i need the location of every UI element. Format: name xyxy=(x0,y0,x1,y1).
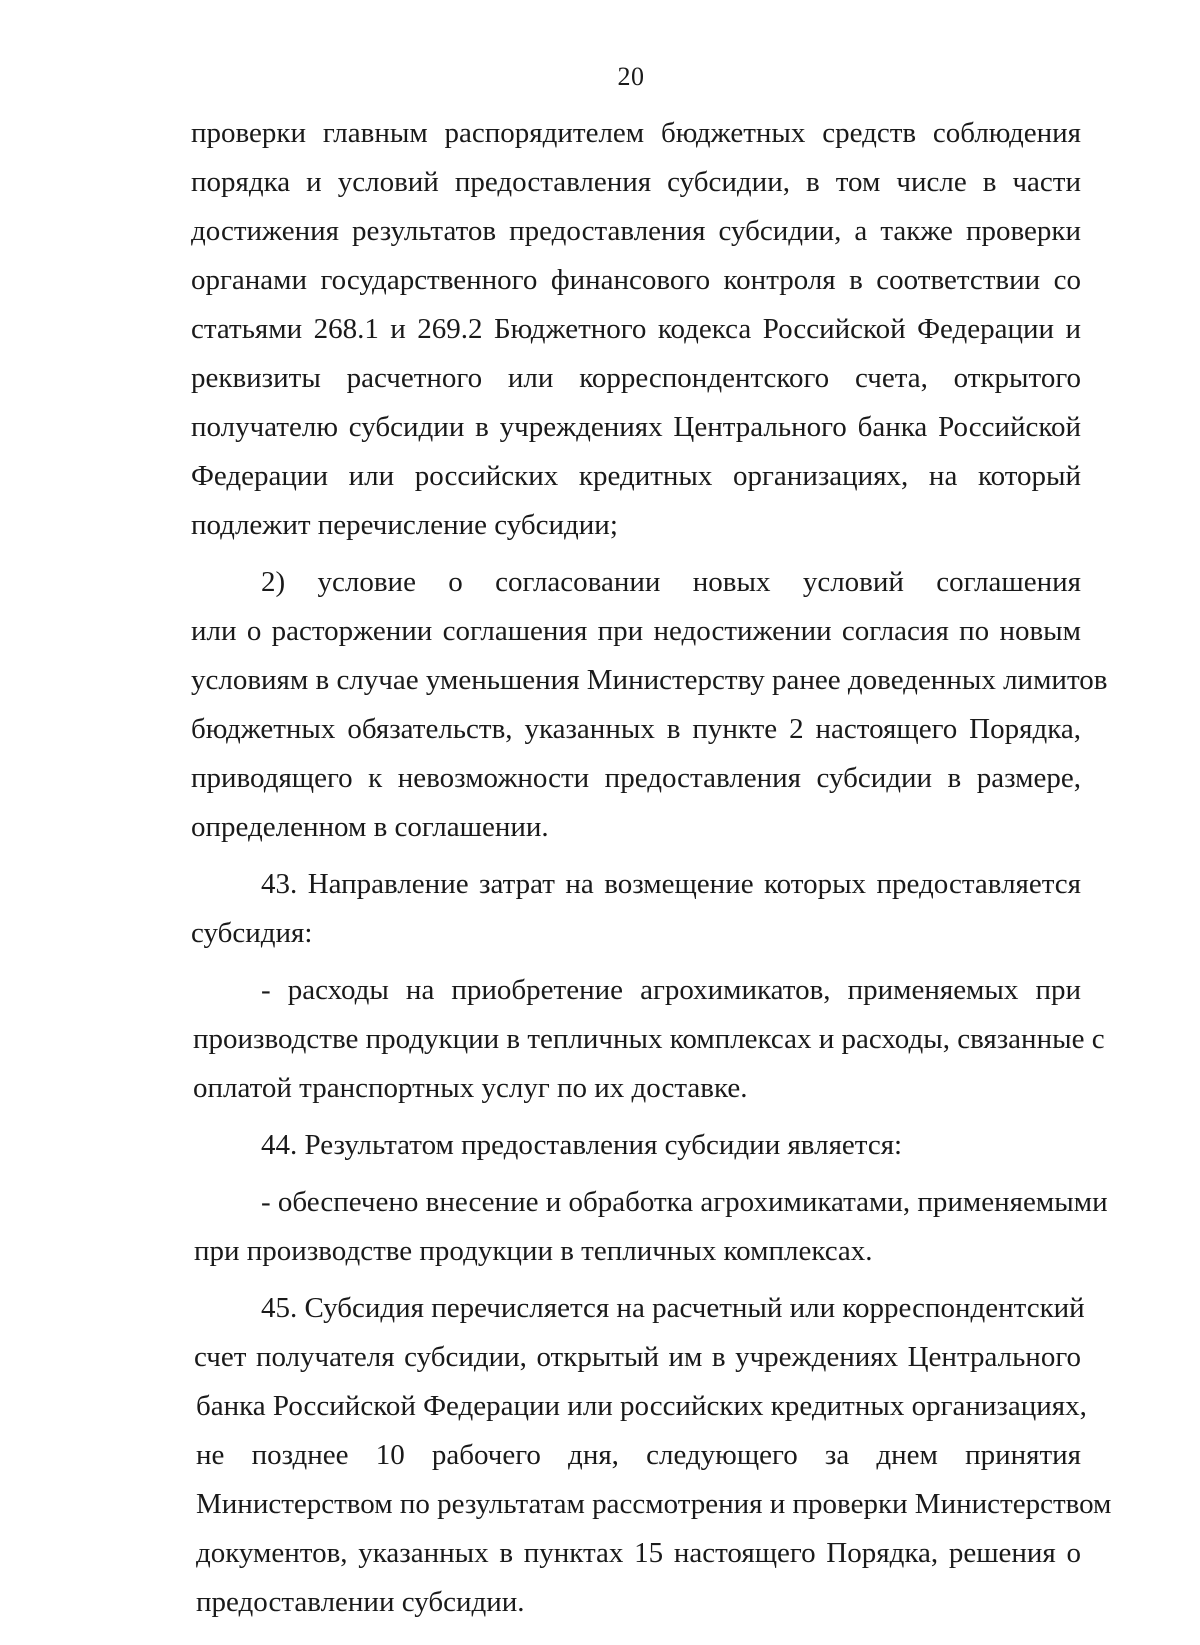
paragraph xyxy=(191,971,1105,1118)
text-line: не позднее 10 рабочего дня, следующего за днем принятия xyxy=(196,1439,1081,1471)
text-line: статьями 268.1 и 269.2 Бюджетного кодекса Российской Федерации и xyxy=(191,313,1081,345)
text-line: 45. Субсидия перечисляется на расчетный или корреспондентский xyxy=(261,1292,1085,1324)
text-line: Министерством по результатам рассмотрения и проверки Министерством xyxy=(196,1488,1112,1520)
text-line: реквизиты расчетного или корреспондентского счета, открытого xyxy=(191,362,1081,394)
text-line: получателю субсидии в учреждениях Центрального банка Российской xyxy=(191,411,1081,443)
text-line: приводящего к невозможности предоставления субсидии в размере, xyxy=(191,762,1081,794)
text-line: производстве продукции в тепличных комплексах и расходы, связанные с xyxy=(193,1023,1105,1055)
paragraph xyxy=(191,1183,1108,1281)
paragraph xyxy=(191,114,1081,555)
text-line: порядка и условий предоставления субсидии, в том числе в части xyxy=(191,166,1081,198)
text-line: счет получателя субсидии, открытый им в учреждениях Центрального xyxy=(194,1341,1081,1373)
text-line: документов, указанных в пунктах 15 настоящего Порядка, решения о xyxy=(196,1537,1081,1569)
text-line: органами государственного финансового контроля в соответствии со xyxy=(191,264,1081,296)
text-line: - расходы на приобретение агрохимикатов, применяемых при xyxy=(261,974,1081,1006)
text-line: оплатой транспортных услуг по их доставке. xyxy=(193,1072,748,1104)
text-line: банка Российской Федерации или российских кредитных организациях, xyxy=(196,1390,1087,1422)
text-line: условиям в случае уменьшения Министерству ранее доведенных лимитов xyxy=(191,664,1108,696)
paragraph xyxy=(191,563,1108,857)
text-line: субсидия: xyxy=(191,917,313,949)
text-line: 44. Результатом предоставления субсидии является: xyxy=(261,1129,903,1161)
text-line: - обеспечено внесение и обработка агрохимикатами, применяемыми xyxy=(261,1186,1108,1218)
document-body xyxy=(191,114,1112,1632)
page-number: 20 xyxy=(617,62,645,91)
paragraph xyxy=(191,1126,1081,1175)
text-line: предоставлении субсидии. xyxy=(196,1586,525,1618)
text-line: определенном в соглашении. xyxy=(191,811,549,843)
paragraph xyxy=(191,865,1081,963)
text-line: Федерации или российских кредитных организациях, на который xyxy=(191,460,1081,492)
text-line: проверки главным распорядителем бюджетных средств соблюдения xyxy=(191,117,1081,149)
text-line: подлежит перечисление субсидии; xyxy=(191,509,618,541)
text-line: или о расторжении соглашения при недостижении согласия по новым xyxy=(191,615,1081,647)
text-line: бюджетных обязательств, указанных в пункте 2 настоящего Порядка, xyxy=(191,713,1081,745)
text-line: 2) условие о согласовании новых условий соглашения xyxy=(261,566,1081,598)
text-line: достижения результатов предоставления субсидии, а также проверки xyxy=(191,215,1081,247)
text-line: 43. Направление затрат на возмещение которых предоставляется xyxy=(261,868,1081,900)
text-line: при производстве продукции в тепличных комплексах. xyxy=(194,1235,873,1267)
paragraph xyxy=(191,1289,1112,1632)
